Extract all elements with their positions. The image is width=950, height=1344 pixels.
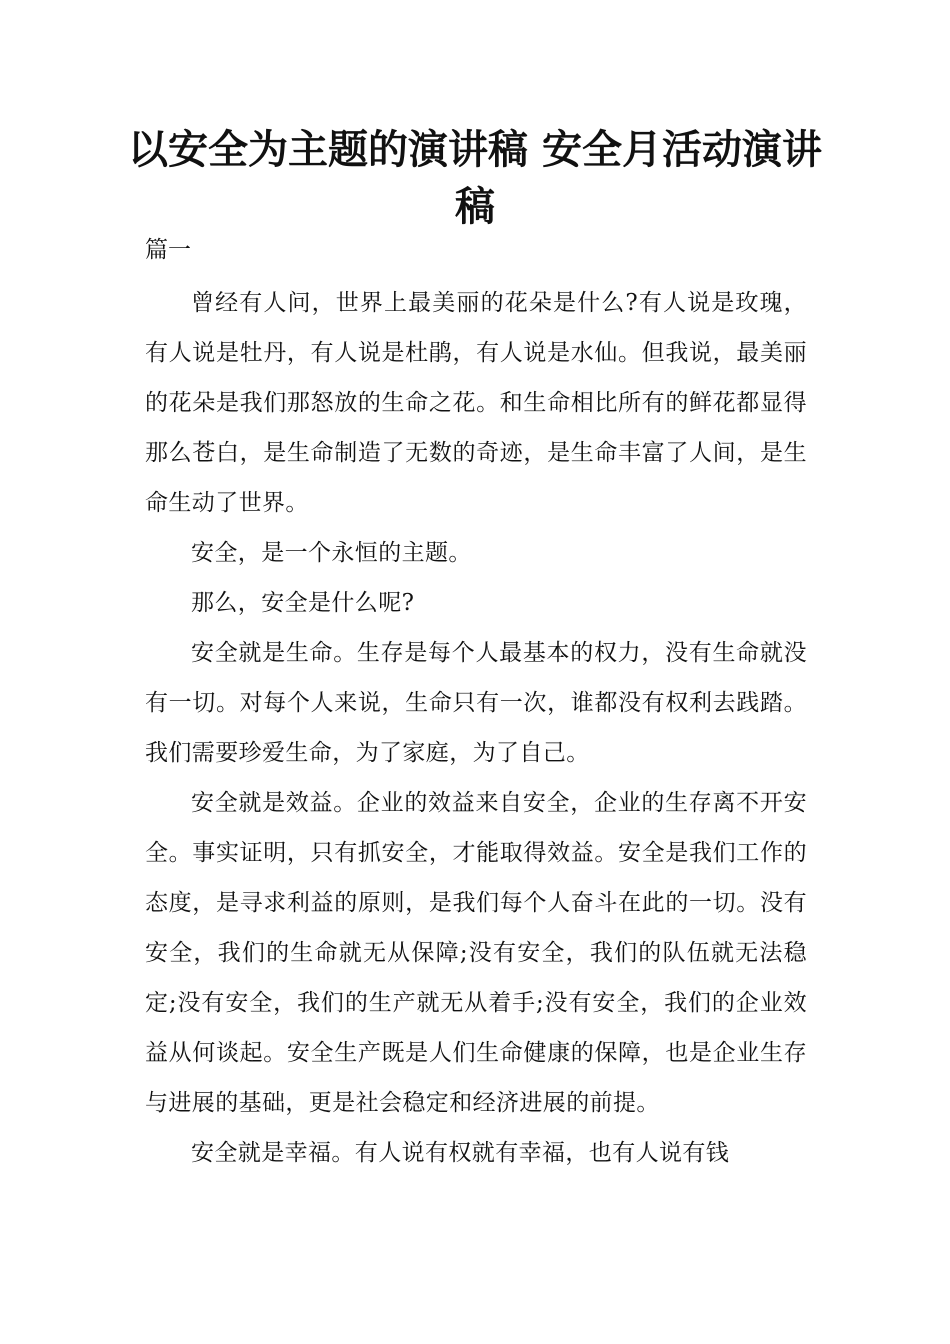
paragraph: 曾经有人问，世界上最美丽的花朵是什么?有人说是玫瑰，有人说是牡丹，有人说是杜鹃，有人说是水仙。但我说，最美丽的花朵是我们那怒放的生命之花。和生命相比所有的鲜花都显得那么苍白，是生命制造了无数的奇迹，是生命丰富了人间，是生命生动了世界。 bbox=[145, 290, 807, 516]
paragraph: 安全就是生命。生存是每个人最基本的权力，没有生命就没有一切。对每个人来说，生命只有一次，谁都没有权利去践踏。我们需要珍爱生命，为了家庭，为了自己。 bbox=[145, 640, 807, 766]
paragraph: 那么，安全是什么呢? bbox=[191, 590, 415, 616]
paragraph: 安全就是幸福。有人说有权就有幸福，也有人说有钱 bbox=[191, 1140, 730, 1166]
section-label: 篇一 bbox=[145, 237, 191, 263]
paragraph: 安全，是一个永恒的主题。 bbox=[191, 540, 472, 566]
paragraph: 安全就是效益。企业的效益来自安全，企业的生存离不开安全。事实证明，只有抓安全，才能取得效益。安全是我们工作的态度，是寻求利益的原则，是我们每个人奋斗在此的一切。没有安全，我们的生命就无从保障;没有安全，我们的队伍就无法稳定;没有安全，我们的生产就无从着手;没有安全，我们的企业效益从何谈起。安全生产既是人们生命健康的保障，也是企业生存与进展的基础，更是社会稳定和经济进展的前提。 bbox=[145, 790, 807, 1116]
document-title: 以安全为主题的演讲稿 安全月活动演讲稿 bbox=[128, 127, 822, 230]
document-body bbox=[145, 278, 807, 1178]
